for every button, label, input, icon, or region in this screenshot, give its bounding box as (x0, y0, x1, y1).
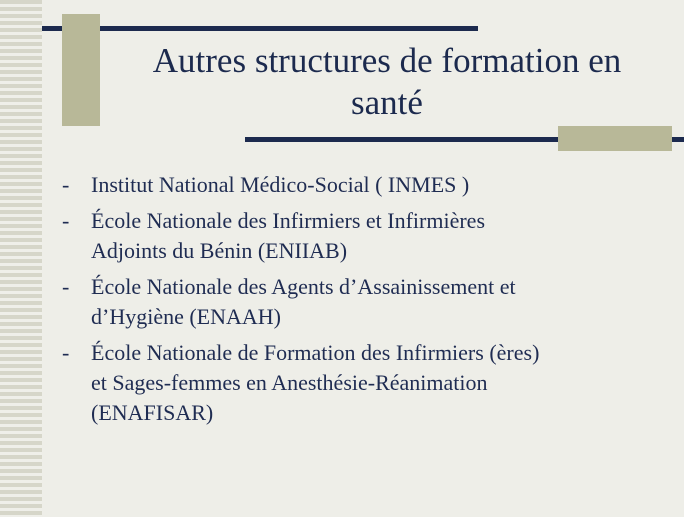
slide-title-line-1: Autres structures de formation en (152, 41, 622, 80)
bullet-marker: - (62, 208, 70, 233)
bullet-item (62, 272, 662, 332)
bullet-text: École Nationale des Infirmiers et Infirmières (91, 208, 486, 233)
bullet-text: École Nationale des Agents d’Assainissement et (91, 274, 516, 299)
slide-title-line-2: santé (351, 83, 423, 122)
bullet-text: (ENAFISAR) (91, 400, 214, 425)
accent-block-right (558, 126, 672, 151)
bullet-list (62, 170, 662, 434)
accent-block-left (62, 14, 100, 126)
bullet-item (62, 338, 662, 428)
bullet-text: d’Hygiène (ENAAH) (91, 304, 281, 329)
slide-title (112, 40, 662, 124)
bullet-item (62, 206, 662, 266)
bullet-text: École Nationale de Formation des Infirmiers (ères) (91, 340, 540, 365)
bullet-marker: - (62, 172, 70, 197)
bullet-text: Adjoints du Bénin (ENIIAB) (91, 238, 348, 263)
bullet-marker: - (62, 340, 70, 365)
top-rule (42, 26, 478, 31)
bullet-item (62, 170, 662, 200)
bullet-text: Institut National Médico-Social ( INMES ) (91, 172, 470, 197)
bullet-marker: - (62, 274, 70, 299)
decorative-stripes (0, 0, 42, 517)
bullet-text: et Sages-femmes en Anesthésie-Réanimation (91, 370, 488, 395)
